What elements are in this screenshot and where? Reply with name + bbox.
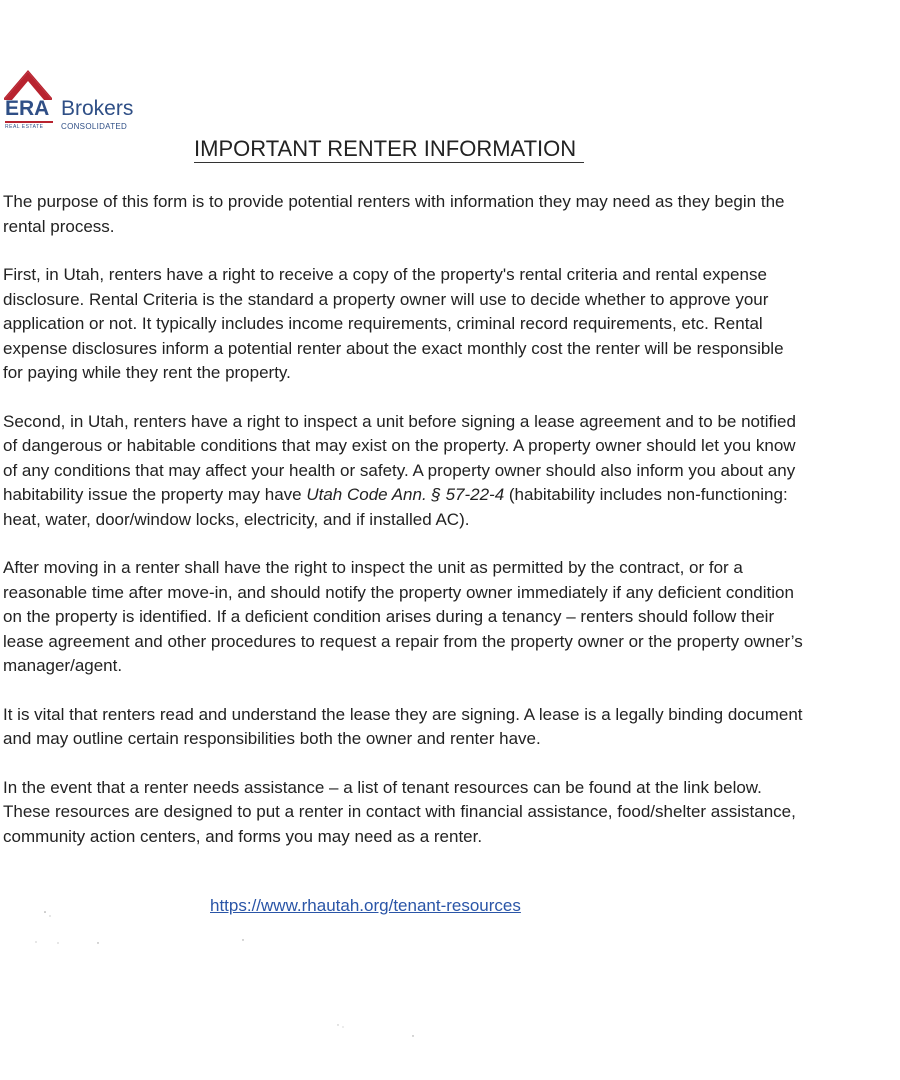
logo-brokers-text: Brokers [61, 97, 134, 120]
document-body [3, 190, 803, 873]
paragraph-inspection-text-b: (habitability includes non-functioning: heat, water, door/window locks, electricity, and if installed AC). [3, 485, 788, 529]
paragraph-inspection-text-a: Second, in Utah, renters have a right to inspect a unit before signing a lease agreement and to be notified of dangerous or habitable conditions that may exist on the property. A property owner should let you know of any conditions that may affect your health or safety. A property owner should also inform you about any habitability issue the property may have [3, 411, 796, 504]
era-brokers-logo [2, 68, 152, 136]
scan-specks [0, 900, 900, 1050]
logo-real-estate-text: REAL ESTATE [5, 124, 44, 130]
paragraph-move-in: After moving in a renter shall have the right to inspect the unit as permitted by the contract, or for a reasonable time after move-in, and should notify the property owner immediately if any deficient condition on the property is identified. If a deficient condition arises during a tenancy – renters should follow their lease agreement and other procedures to request a repair from the property owner or the property owner’s manager/agent. [3, 558, 803, 675]
document-title: IMPORTANT RENTER INFORMATION [194, 136, 584, 163]
paragraph-inspection [3, 410, 803, 533]
logo-era-text: ERA [5, 97, 50, 120]
paragraph-purpose: The purpose of this form is to provide potential renters with information they may need as they begin the rental process. [3, 192, 785, 236]
paragraph-rental-criteria: First, in Utah, renters have a right to receive a copy of the property's rental criteria and rental expense disclosure. Rental Criteria is the standard a property owner will use to decide whether to approve your application or not. It typically includes income requirements, criminal record requirements, etc. Rental expense disclosures inform a potential renter about the exact monthly cost the renter will be responsible for paying while they rent the property. [3, 265, 784, 382]
paragraph-lease: It is vital that renters read and understand the lease they are signing. A lease is a legally binding document and may outline certain responsibilities both the owner and renter have. [3, 704, 803, 748]
logo-consolidated-text: CONSOLIDATED [61, 122, 128, 131]
paragraph-assistance: In the event that a renter needs assistance – a list of tenant resources can be found at the link below. These resources are designed to put a renter in contact with financial assistance, food/shelter assistance, community action centers, and forms you may need as a renter. [3, 777, 796, 846]
utah-code-citation: Utah Code Ann. § 57-22-4 [306, 485, 505, 504]
logo-underline [5, 121, 53, 123]
tenant-resources-link[interactable]: https://www.rhautah.org/tenant-resources [210, 896, 521, 915]
